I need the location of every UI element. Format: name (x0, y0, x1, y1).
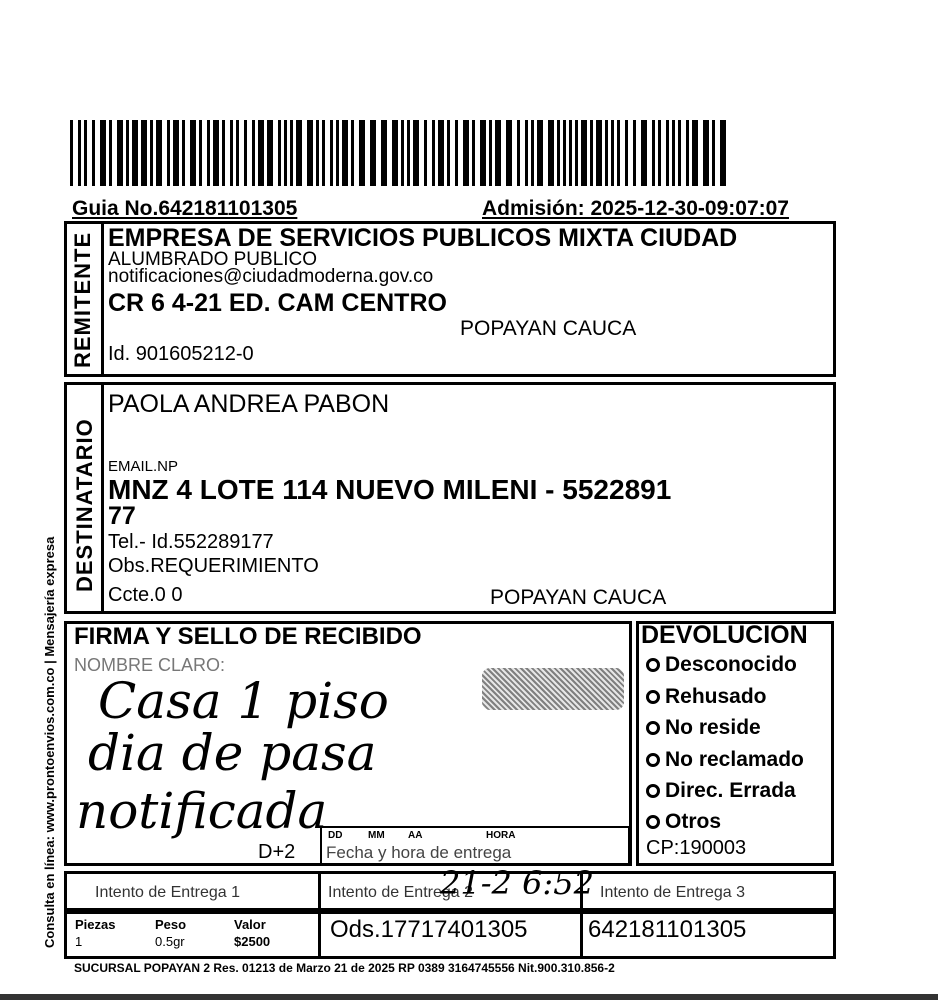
barcode-bar (495, 120, 501, 186)
barcode-bar (658, 120, 661, 186)
peso-label: Peso (155, 917, 187, 932)
stamp-smudge (482, 668, 624, 710)
barcode-bar (678, 120, 681, 186)
destinatario-divider (101, 382, 104, 614)
barcode-bar (472, 120, 475, 186)
barcode-bar (156, 120, 162, 186)
barcode-bar (267, 120, 273, 186)
intento-1: Intento de Entrega 1 (95, 884, 240, 901)
barcode-bar (342, 120, 348, 186)
barcode-bar (336, 120, 339, 186)
fecha-dd: DD (328, 830, 343, 841)
remitente-city: POPAYAN CAUCA (460, 317, 637, 340)
barcode-bar (438, 120, 444, 186)
guia-number-footer: 642181101305 (588, 916, 747, 943)
barcode-bar (590, 120, 593, 186)
barcode-bar (641, 120, 647, 186)
remitente-name: EMPRESA DE SERVICIOS PUBLICOS MIXTA CIUDAD (108, 224, 738, 252)
barcode-bar (207, 120, 210, 186)
barcode-bar (316, 120, 319, 186)
destinatario-name: PAOLA ANDREA PABON (108, 390, 390, 418)
barcode-bar (236, 120, 239, 186)
barcode-bar (213, 120, 219, 186)
remitente-email: notificaciones@ciudadmoderna.gov.co (108, 266, 434, 287)
barcode-bar (605, 120, 608, 186)
barcode-bar (686, 120, 689, 186)
barcode-bar (407, 120, 410, 186)
d2-label: D+2 (258, 841, 296, 863)
barcode (68, 120, 728, 190)
barcode-bar (611, 120, 614, 186)
destinatario-address: MNZ 4 LOTE 114 NUEVO MILENI - 5522891 (108, 474, 672, 505)
barcode-bar (284, 120, 287, 186)
barcode-bar (703, 120, 709, 186)
intento-2: Intento de Entrega 2 (328, 884, 473, 901)
nombre-claro-label: NOMBRE CLARO: (74, 655, 226, 675)
barcode-bar (92, 120, 95, 186)
barcode-bar (230, 120, 233, 186)
barcode-bar (424, 120, 427, 186)
devolucion-option-no-reclamado[interactable]: No reclamado (646, 749, 804, 770)
barcode-bar (132, 120, 138, 186)
barcode-bar (322, 120, 325, 186)
barcode-bar (575, 120, 578, 186)
remitente-line2: ALUMBRADO PUBLICO (108, 249, 318, 270)
barcode-bar (569, 120, 572, 186)
fecha-mm: MM (368, 830, 385, 841)
guia-number: Guia No.642181101305 (72, 197, 298, 220)
destinatario-email: EMAIL.NP (108, 458, 179, 475)
fecha-label: Fecha y hora de entrega (326, 843, 512, 862)
destinatario-address-cont: 77 (108, 502, 136, 530)
barcode-bar (581, 120, 587, 186)
destinatario-tel: Tel.- Id.552289177 (108, 531, 274, 553)
barcode-bar (78, 120, 81, 186)
radio-icon (646, 784, 660, 798)
barcode-bar (190, 120, 196, 186)
radio-icon (646, 690, 660, 704)
barcode-bar (381, 120, 387, 186)
intentos-divider-1 (318, 871, 321, 911)
barcode-bar (296, 120, 302, 186)
barcode-bar (517, 120, 520, 186)
barcode-bar (359, 120, 365, 186)
devolucion-option-no-reside[interactable]: No reside (646, 717, 761, 738)
devolucion-option-rehusado[interactable]: Rehusado (646, 686, 767, 707)
barcode-bar (480, 120, 486, 186)
intento-handwritten-date: 21-2 6:52 (440, 864, 594, 902)
radio-icon (646, 753, 660, 767)
handwriting-line-3: notificada (76, 782, 328, 840)
barcode-bar (370, 120, 376, 186)
barcode-bar (548, 120, 554, 186)
remitente-address: CR 6 4-21 ED. CAM CENTRO (108, 289, 447, 317)
barcode-bar (173, 120, 179, 186)
barcode-bar (692, 120, 698, 186)
barcode-bar (596, 120, 602, 186)
barcode-bar (455, 120, 458, 186)
barcode-bar (506, 120, 512, 186)
remitente-label: REMITENTE (70, 231, 95, 368)
barcode-bar (401, 120, 404, 186)
devolucion-option-otros[interactable]: Otros (646, 811, 721, 832)
destinatario-ccte: Ccte.0 0 (108, 584, 183, 606)
ods-number: Ods.17717401305 (330, 916, 528, 943)
barcode-bar (244, 120, 247, 186)
barcode-bar (712, 120, 715, 186)
barcode-bar (720, 120, 726, 186)
firma-title: FIRMA Y SELLO DE RECIBIDO (74, 623, 422, 650)
valor-value: $2500 (234, 934, 271, 949)
barcode-bar (290, 120, 293, 186)
devolucion-option-direc-errada[interactable]: Direc. Errada (646, 780, 796, 801)
scan-edge (0, 994, 938, 1000)
barcode-bar (672, 120, 675, 186)
destinatario-obs: Obs.REQUERIMIENTO (108, 555, 319, 577)
barcode-bar (557, 120, 560, 186)
handwriting-line-2: dia de pasa (88, 724, 377, 782)
peso-value: 0.5gr (155, 934, 185, 949)
barcode-bar (167, 120, 170, 186)
radio-icon (646, 658, 660, 672)
barcode-bar (252, 120, 255, 186)
piezas-value: 1 (75, 934, 83, 949)
barcode-bar (117, 120, 123, 186)
destinatario-city: POPAYAN CAUCA (490, 586, 667, 609)
footer-divider-2 (580, 911, 583, 959)
barcode-bar (633, 120, 636, 186)
fecha-hora: HORA (486, 830, 516, 841)
remitente-id: Id. 901605212-0 (108, 343, 254, 365)
footer-divider-1 (318, 911, 321, 959)
barcode-bar (199, 120, 202, 186)
sucursal-line: SUCURSAL POPAYAN 2 Res. 01213 de Marzo 21 de 2025 RP 0389 3164745556 Nit.900.310.856-2 (74, 961, 615, 975)
admision-date: Admisión: 2025-12-30-09:07:07 (482, 197, 789, 220)
side-note: Consulta en línea: www.prontoenvios.com.co | Mensajería expresa (42, 536, 57, 948)
barcode-bar (84, 120, 87, 186)
devolucion-option-desconocido[interactable]: Desconocido (646, 654, 797, 675)
barcode-bar (141, 120, 147, 186)
remitente-divider (101, 221, 104, 377)
radio-icon (646, 815, 660, 829)
barcode-bar (182, 120, 185, 186)
barcode-bar (222, 120, 225, 186)
barcode-bar (652, 120, 655, 186)
barcode-bar (109, 120, 112, 186)
barcode-bar (278, 120, 281, 186)
barcode-bar (447, 120, 450, 186)
barcode-bar (70, 120, 73, 186)
devolucion-title: DEVOLUCION (641, 621, 808, 649)
barcode-bar (413, 120, 419, 186)
barcode-bar (563, 120, 566, 186)
barcode-bar (537, 120, 543, 186)
barcode-bar (489, 120, 492, 186)
barcode-bar (432, 120, 435, 186)
barcode-bar (625, 120, 628, 186)
barcode-bar (392, 120, 398, 186)
barcode-bar (126, 120, 129, 186)
radio-icon (646, 721, 660, 735)
barcode-bar (463, 120, 469, 186)
barcode-bar (307, 120, 313, 186)
valor-label: Valor (234, 917, 266, 932)
destinatario-label: DESTINATARIO (72, 418, 97, 592)
barcode-bar (531, 120, 534, 186)
intento-3: Intento de Entrega 3 (600, 884, 745, 901)
fecha-aa: AA (408, 830, 423, 841)
barcode-bar (617, 120, 620, 186)
piezas-label: Piezas (75, 917, 116, 932)
barcode-bar (150, 120, 153, 186)
barcode-bar (258, 120, 264, 186)
barcode-bar (100, 120, 106, 186)
barcode-bar (525, 120, 528, 186)
barcode-bar (666, 120, 669, 186)
handwriting-line-1: Casa 1 piso (98, 672, 389, 730)
devolucion-cp: CP:190003 (646, 837, 747, 859)
barcode-bar (330, 120, 333, 186)
barcode-bar (351, 120, 354, 186)
